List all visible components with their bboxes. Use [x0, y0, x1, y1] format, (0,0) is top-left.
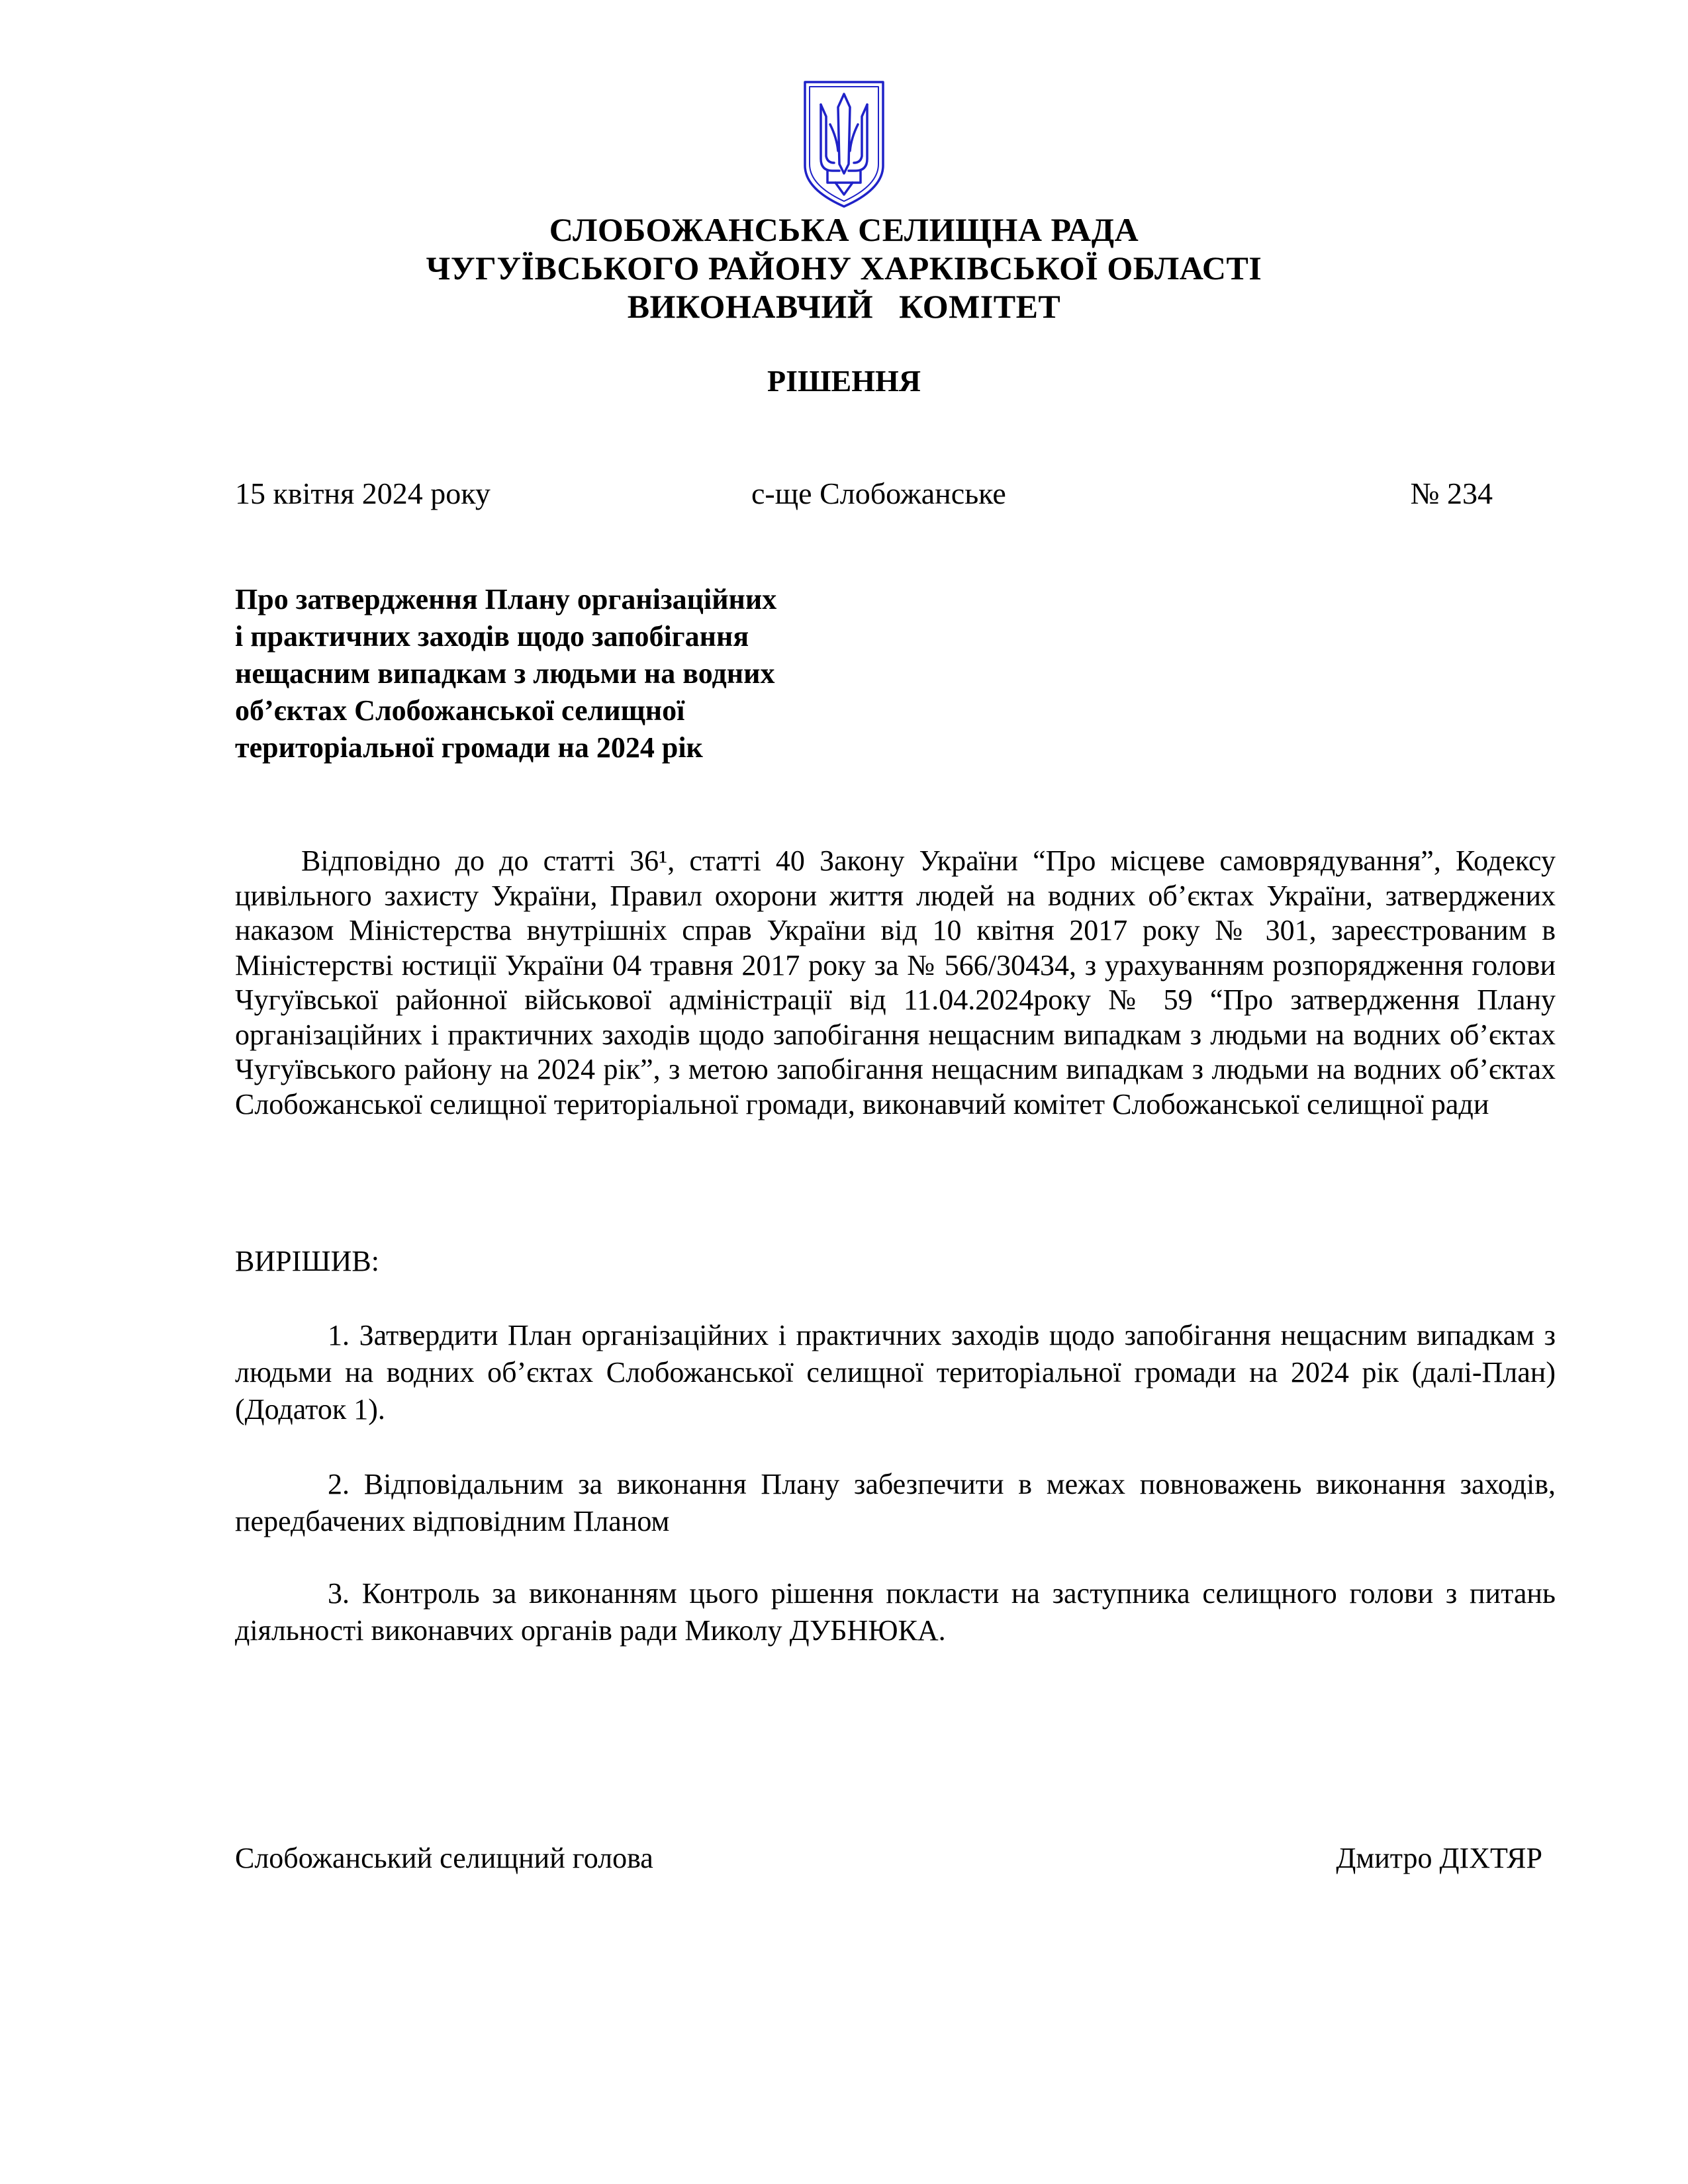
header-line-district: ЧУГУЇВСЬКОГО РАЙОНУ ХАРКІВСЬКОЇ ОБЛАСТІ	[426, 250, 1262, 287]
organization-header	[0, 210, 1688, 326]
signatory-name: Дмитро ДІХТЯР	[1336, 1842, 1542, 1874]
signatory-role: Слобожанський селищний голова	[235, 1842, 653, 1874]
preamble-paragraph: Відповідно до до статті 36¹, статті 40 Закону України “Про місцеве самоврядування”, Кодексу цивільного захисту України, Правил охорони життя людей на водних об’єктах України, затверджених наказом Міністерства внутрішніх справ України від 10 квітня 2017 року № 301, зареєстрованим в Міністерстві юстиції України 04 травня 2017 року за № 566/30434, з урахуванням розпорядження голови Чугуївської районної військової адміністрації від 11.04.2024року № 59 “Про затвердження Плану організаційних і практичних заходів щодо запобігання нещасним випадкам з людьми на водних об’єктах Чугуївського району на 2024 рік”, з метою запобігання нещасним випадкам з людьми на водних об’єктах Слобожанської селищної територіальної громади, виконавчий комітет Слобожанської селищної ради	[235, 844, 1556, 1120]
document-place: с-ще Слобожанське	[751, 477, 1006, 510]
document-number: № 234	[1410, 477, 1493, 510]
resolved-heading: ВИРІШИВ:	[235, 1245, 379, 1277]
subject-line: територіальної громади на 2024 рік	[235, 731, 703, 764]
resolution-item-2: 2. Відповідальним за виконання Плану забезпечити в межах повноважень виконання заходів, передбачених відповідним Планом	[235, 1468, 1556, 1537]
header-line-council: СЛОБОЖАНСЬКА СЕЛИЩНА РАДА	[549, 211, 1139, 248]
subject-line: і практичних заходів щодо запобігання	[235, 620, 749, 653]
document-date: 15 квітня 2024 року	[235, 477, 491, 510]
header-line-committee: ВИКОНАВЧИЙ КОМІТЕТ	[627, 288, 1061, 325]
signature-block	[235, 1840, 1542, 1880]
resolution-item-1: 1. Затвердити План організаційних і практичних заходів щодо запобігання нещасним випадкам з людьми на водних об’єктах Слобожанської селищної територіальної громади на 2024 рік (далі-План) (Додаток 1).	[235, 1319, 1556, 1426]
subject-line: нещасним випадкам з людьми на водних	[235, 657, 775, 690]
subject-line: Про затвердження Плану організаційних	[235, 583, 777, 615]
trident-icon	[801, 78, 887, 210]
resolution-item-3: 3. Контроль за виконанням цього рішення покласти на заступника селищного голови з питань діяльності виконавчих органів ради Миколу ДУБНЮКА.	[235, 1577, 1556, 1647]
document-meta	[235, 475, 1493, 515]
document-title: РІШЕННЯ	[767, 364, 921, 398]
subject-line: об’єктах Слобожанської селищної	[235, 694, 685, 727]
document-subject	[235, 581, 864, 766]
